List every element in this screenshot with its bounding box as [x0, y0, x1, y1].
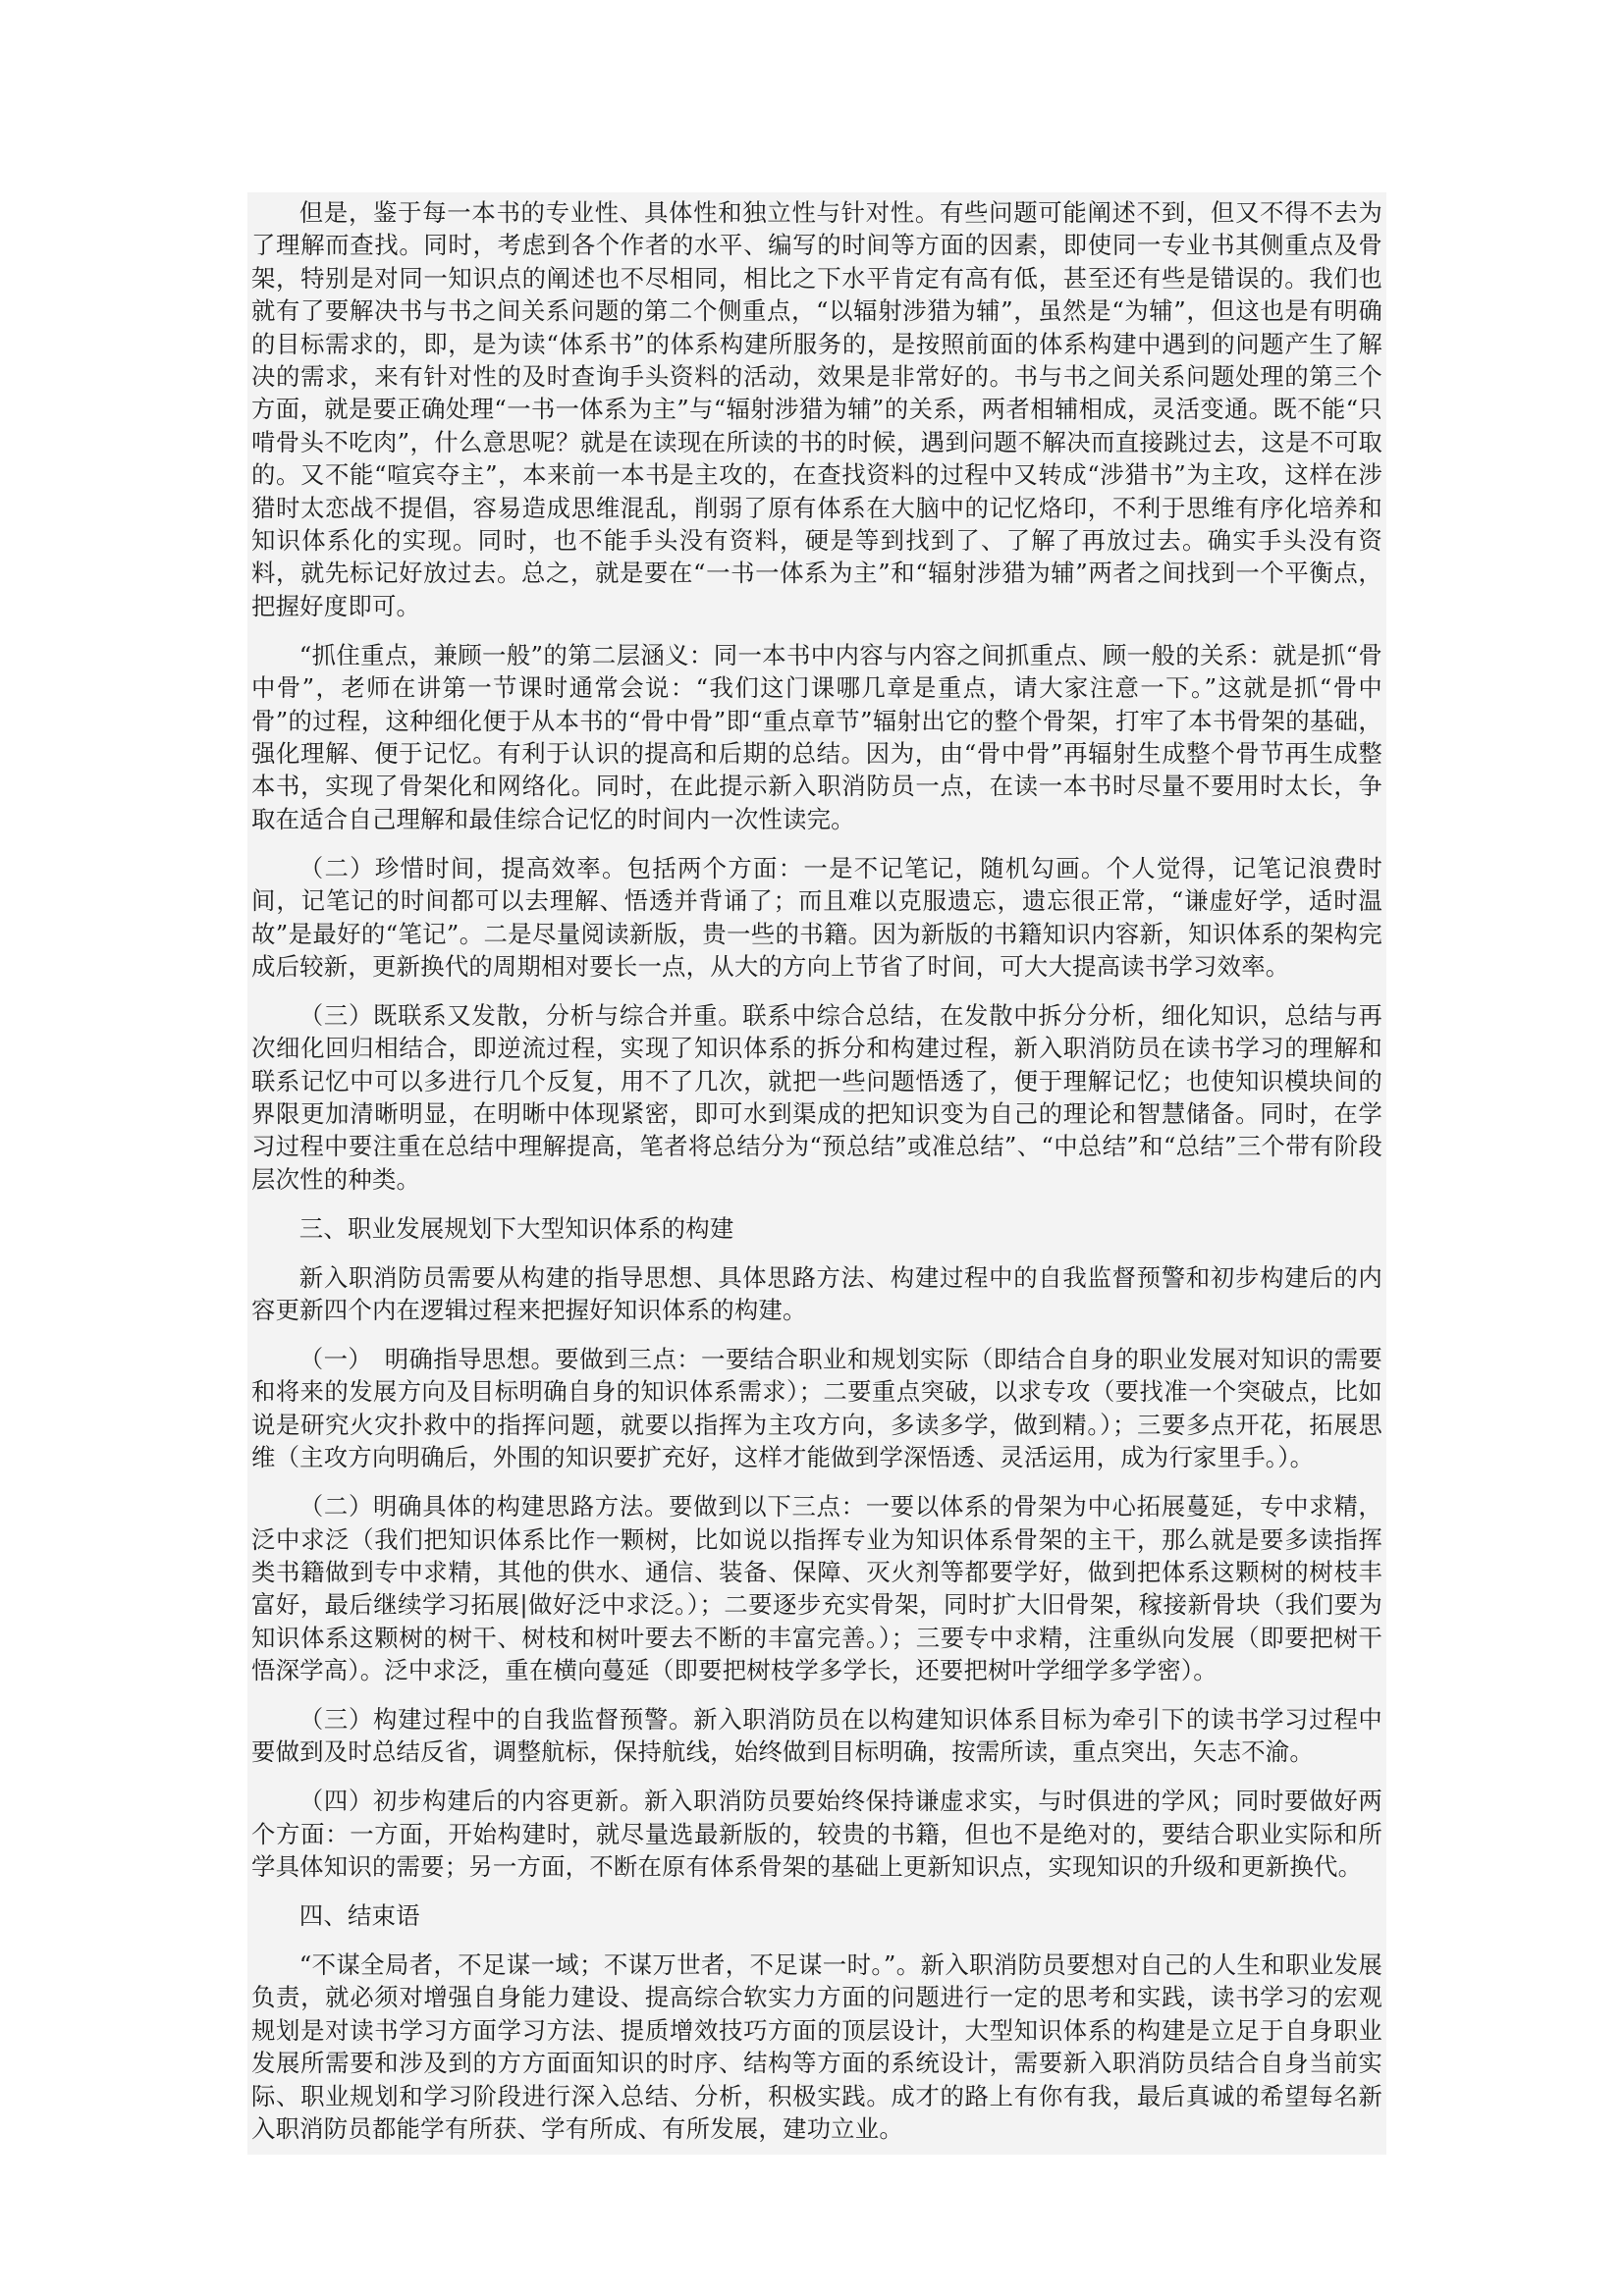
paragraph-content-update: （四）初步构建后的内容更新。新入职消防员要始终保持谦虚求实，与时俱进的学风；同时要做好两个方面：一方面，开始构建时，就尽量选最新版的，较贵的书籍，但也不是绝对的，要结合职业实际和所学具体知识的需要；另一方面，不断在原有体系骨架的基础上更新知识点，实现知识的升级和更新换代。 [251, 1787, 1382, 1882]
section-heading-knowledge-system: 三、职业发展规划下大型知识体系的构建 [298, 1213, 734, 1243]
paragraph-guiding-ideas: （一） 明确指导思想。要做到三点：一要结合职业和规划实际（即结合自身的职业发展对知识的需要和将来的发展方向及目标明确自身的知识体系需求）；二要重点突破，以求专攻（要找准一个突破点，比如说是研究火灾扑救中的指挥问题，就要以指挥为主攻方向，多读多学，做到精。）；三要多点开花，拓展思维（主攻方向明确后，外围的知识要扩充好，这样才能做到学深悟透、灵活运用，成为行家里手。）。 [251, 1345, 1382, 1472]
paragraph-book-relations: 但是，鉴于每一本书的专业性、具体性和独立性与针对性。有些问题可能阐述不到，但又不得不去为了理解而查找。同时，考虑到各个作者的水平、编写的时间等方面的因素，即使同一专业书其侧重点及骨架，特别是对同一知识点的阐述也不尽相同，相比之下水平肯定有高有低，甚至还有些是错误的。我们也就有了要解决书与书之间关系问题的第二个侧重点，“以辐射涉猎为辅”，虽然是“为辅”，但这也是有明确的目标需求的，即，是为读“体系书”的体系构建所服务的，是按照前面的体系构建中遇到的问题产生了解决的需求，来有针对性的及时查询手头资料的活动，效果是非常好的。书与书之间关系问题处理的第三个方面，就是要正确处理“一书一体系为主”与“辐射涉猎为辅”的关系，两者相辅相成，灵活变通。既不能“只啃骨头不吃肉”，什么意思呢？就是在读现在所读的书的时候，遇到问题不解决而直接跳过去，这是不可取的。又不能“喧宾夺主”，本来前一本书是主攻的，在查找资料的过程中又转成“涉猎书”为主攻，这样在涉猎时太恋战不提倡，容易造成思维混乱，削弱了原有体系在大脑中的记忆烙印，不利于思维有序化培养和知识体系化的实现。同时，也不能手头没有资料，硬是等到找到了、了解了再放过去。确实手头没有资料，就先标记好放过去。总之，就是要在“一书一体系为主”和“辐射涉猎为辅”两者之间找到一个平衡点，把握好度即可。 [251, 198, 1382, 620]
paragraph-key-points: “抓住重点，兼顾一般”的第二层涵义：同一本书中内容与内容之间抓重点、顾一般的关系：就是抓“骨中骨”，老师在讲第一节课时通常会说：“我们这门课哪几章是重点，请大家注意一下。”这就是抓“骨中骨”的过程，这种细化便于从本书的“骨中骨”即“重点章节”辐射出它的整个骨架，打牢了本书骨架的基础，强化理解、便于记忆。有利于认识的提高和后期的总结。因为，由“骨中骨”再辐射生成整个骨节再生成整本书，实现了骨架化和网络化。同时，在此提示新入职消防员一点，在读一本书时尽量不要用时太长，争取在适合自己理解和最佳综合记忆的时间内一次性读完。 [251, 640, 1382, 833]
paragraph-time-efficiency: （二）珍惜时间，提高效率。包括两个方面：一是不记笔记，随机勾画。个人觉得，记笔记浪费时间，记笔记的时间都可以去理解、悟透并背诵了；而且难以克服遗忘，遗忘很正常，“谦虚好学，适时温故”是最好的“笔记”。二是尽量阅读新版，贵一些的书籍。因为新版的书籍知识内容新，知识体系的架构完成后较新，更新换代的周期相对要长一点，从大的方向上节省了时间，可大大提高读书学习效率。 [251, 853, 1382, 981]
paragraph-construction-methods: （二）明确具体的构建思路方法。要做到以下三点：一要以体系的骨架为中心拓展蔓延，专中求精，泛中求泛（我们把知识体系比作一颗树，比如说以指挥专业为知识体系骨架的主干，那么就是要多读指挥类书籍做到专中求精，其他的供水、通信、装备、保障、灭火剂等都要学好，做到把体系这颗树的树枝丰富好，最后继续学习拓展|做好泛中求泛。）；二要逐步充实骨架，同时扩大旧骨架，稼接新骨块（我们要为知识体系这颗树的树干、树枝和树叶要去不断的丰富完善。）；三要专中求精，注重纵向发展（即要把树干悟深学高）。泛中求泛，重在横向蔓延（即要把树枝学多学长，还要把树叶学细学多学密）。 [251, 1492, 1382, 1685]
paragraph-self-monitoring: （三）构建过程中的自我监督预警。新入职消防员在以构建知识体系目标为牵引下的读书学习过程中要做到及时总结反省，调整航标，保持航线，始终做到目标明确，按需所读，重点突出，矢志不渝。 [251, 1705, 1382, 1767]
paragraph-analysis-synthesis: （三）既联系又发散，分析与综合并重。联系中综合总结，在发散中拆分分析，细化知识，总结与再次细化回归相结合，即逆流过程，实现了知识体系的拆分和构建过程，新入职消防员在读书学习的理解和联系记忆中可以多进行几个反复，用不了几次，就把一些问题悟透了，便于理解记忆；也使知识模块间的界限更加清晰明显，在明晰中体现紧密，即可水到渠成的把知识变为自己的理论和智慧储备。同时，在学习过程中要注重在总结中理解提高，笔者将总结分为“预总结”或准总结”、“中总结”和“总结”三个带有阶段层次性的种类。 [251, 1000, 1382, 1194]
article-body [247, 192, 1386, 2155]
section-heading-conclusion: 四、结束语 [298, 1901, 420, 1931]
paragraph-construction-intro: 新入职消防员需要从构建的指导思想、具体思路方法、构建过程中的自我监督预警和初步构建后的内容更新四个内在逻辑过程来把握好知识体系的构建。 [251, 1262, 1382, 1325]
paragraph-conclusion: “不谋全局者，不足谋一域；不谋万世者，不足谋一时。”。新入职消防员要想对自己的人生和职业发展负责，就必须对增强自身能力建设、提高综合软实力方面的问题进行一定的思考和实践，读书学习的宏观规划是对读书学习方面学习方法、提质增效技巧方面的顶层设计，大型知识体系的构建是立足于自身职业发展所需要和涉及到的方方面面知识的时序、结构等方面的系统设计，需要新入职消防员结合自身当前实际、职业规划和学习阶段进行深入总结、分析，积极实践。成才的路上有你有我，最后真诚的希望每名新入职消防员都能学有所获、学有所成、有所发展，建功立业。 [251, 1950, 1382, 2144]
